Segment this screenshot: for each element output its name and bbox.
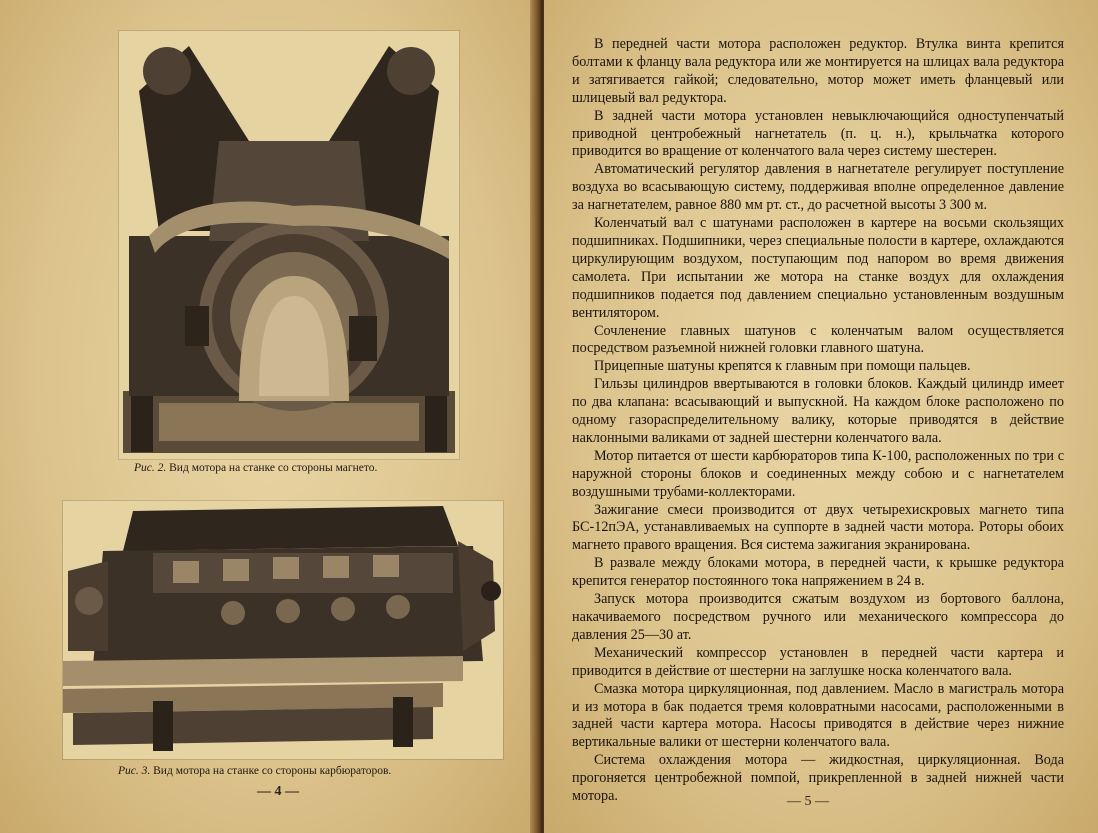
- figure-2-caption: [134, 462, 377, 474]
- figure-2-engine-magneto-side: [118, 30, 460, 460]
- paragraph: Смазка мотора циркуляционная, под давлением. Масло в магистраль мотора и из мотора в бак подается тремя коловратными насосами, расположенными в задней части картера мотора. Насосы приводятся в действие через нижние вертикальные валики от шестерни коленчатого вала.: [572, 680, 1064, 751]
- paragraph: В развале между блоками мотора, в передней части, к крышке редуктора крепится генератор постоянного тока напряжением в 24 в.: [572, 555, 1064, 590]
- figure-3-caption: [118, 765, 391, 777]
- body-text: [572, 36, 1064, 806]
- paragraph: Запуск мотора производится сжатым воздухом из бортового баллона, накачиваемого посредством ручного или механического компрессора до давления 25—30 ат.: [572, 591, 1064, 643]
- paragraph: Прицепные шатуны крепятся к главным при помощи пальцев.: [594, 358, 971, 375]
- paragraph: Коленчатый вал с шатунами расположен в картере на восьми скользящих подшипниках. Подшипники, через специальные полости в картере, охлаждаются циркулирующим воздухом, поступающим под напором во время движения самолета. При испытании же мотора на станке воздух для охлаждения подшипников подается под давлением специально установленным воздушным вентилятором.: [572, 215, 1064, 321]
- left-page: [0, 0, 538, 833]
- paragraph: Мотор питается от шести карбюраторов типа К-100, расположенных по три с наружной стороны блоков и соединенных между собою и с нагнетателем воздушными трубами-коллекторами.: [572, 447, 1064, 500]
- paragraph: В задней части мотора установлен невыключающийся одноступенчатый приводной центробежный нагнетатель (п. ц. н.), крыльчатка которого приводится во вращение от коленчатого вала через систему шестерен.: [572, 107, 1064, 160]
- paragraph: Сочленение главных шатунов с коленчатым валом осуществляется посредством разъемной нижней головки главного шатуна.: [572, 322, 1064, 357]
- figure-2-text: Вид мотора на станке со стороны магнето.: [169, 462, 378, 474]
- paragraph: Зажигание смеси производится от двух четырехискровых магнето типа БС-12пЭА, устанавливаемых на суппорте в задней части мотора. Роторы обоих магнето правого вращения. Вся система зажигания экранирована.: [572, 501, 1064, 554]
- paragraph: Система охлаждения мотора — жидкостная, циркуляционная. Вода прогоняется центробежной помпой, прикрепленной в задней нижней части мотора.: [572, 752, 1064, 805]
- page-number-right: — 5 —: [787, 794, 829, 809]
- figure-3-label: Рис. 3.: [118, 765, 151, 777]
- paragraph: Механический компрессор установлен в передней части картера и приводится в действие от шестерни на заглушке носка коленчатого вала.: [572, 644, 1064, 679]
- figure-3-text: Вид мотора на станке со стороны карбюраторов.: [153, 765, 392, 777]
- paragraph: Гильзы цилиндров ввертываются в головки блоков. Каждый цилиндр имеет по два клапана: всасывающий и выпускной. На каждом блоке расположено по одному газораспределительному валику, которые приводятся в действие наклонными валиками от задней шестерни коленчатого вала.: [572, 376, 1064, 446]
- page-number-left: — 4 —: [257, 784, 299, 799]
- paragraph: Автоматический регулятор давления в нагнетателе регулирует поступление воздуха во всасывающую систему, поддерживая вполне определенное давление за нагнетателем, равное 880 мм рт. ст., до расчетной высоты 3 300 м.: [572, 161, 1064, 214]
- figure-2-label: Рис. 2.: [134, 462, 167, 474]
- right-page: [544, 0, 1098, 833]
- figure-3-engine-carburetor-side: [62, 500, 504, 760]
- paragraph: В передней части мотора расположен редуктор. Втулка винта крепится болтами к фланцу вала редуктора или же монтируется на шлицах вала редуктора и затягивается гайкой; следовательно, мотор может иметь фланцевый или шлицевый вал редуктора.: [572, 36, 1064, 106]
